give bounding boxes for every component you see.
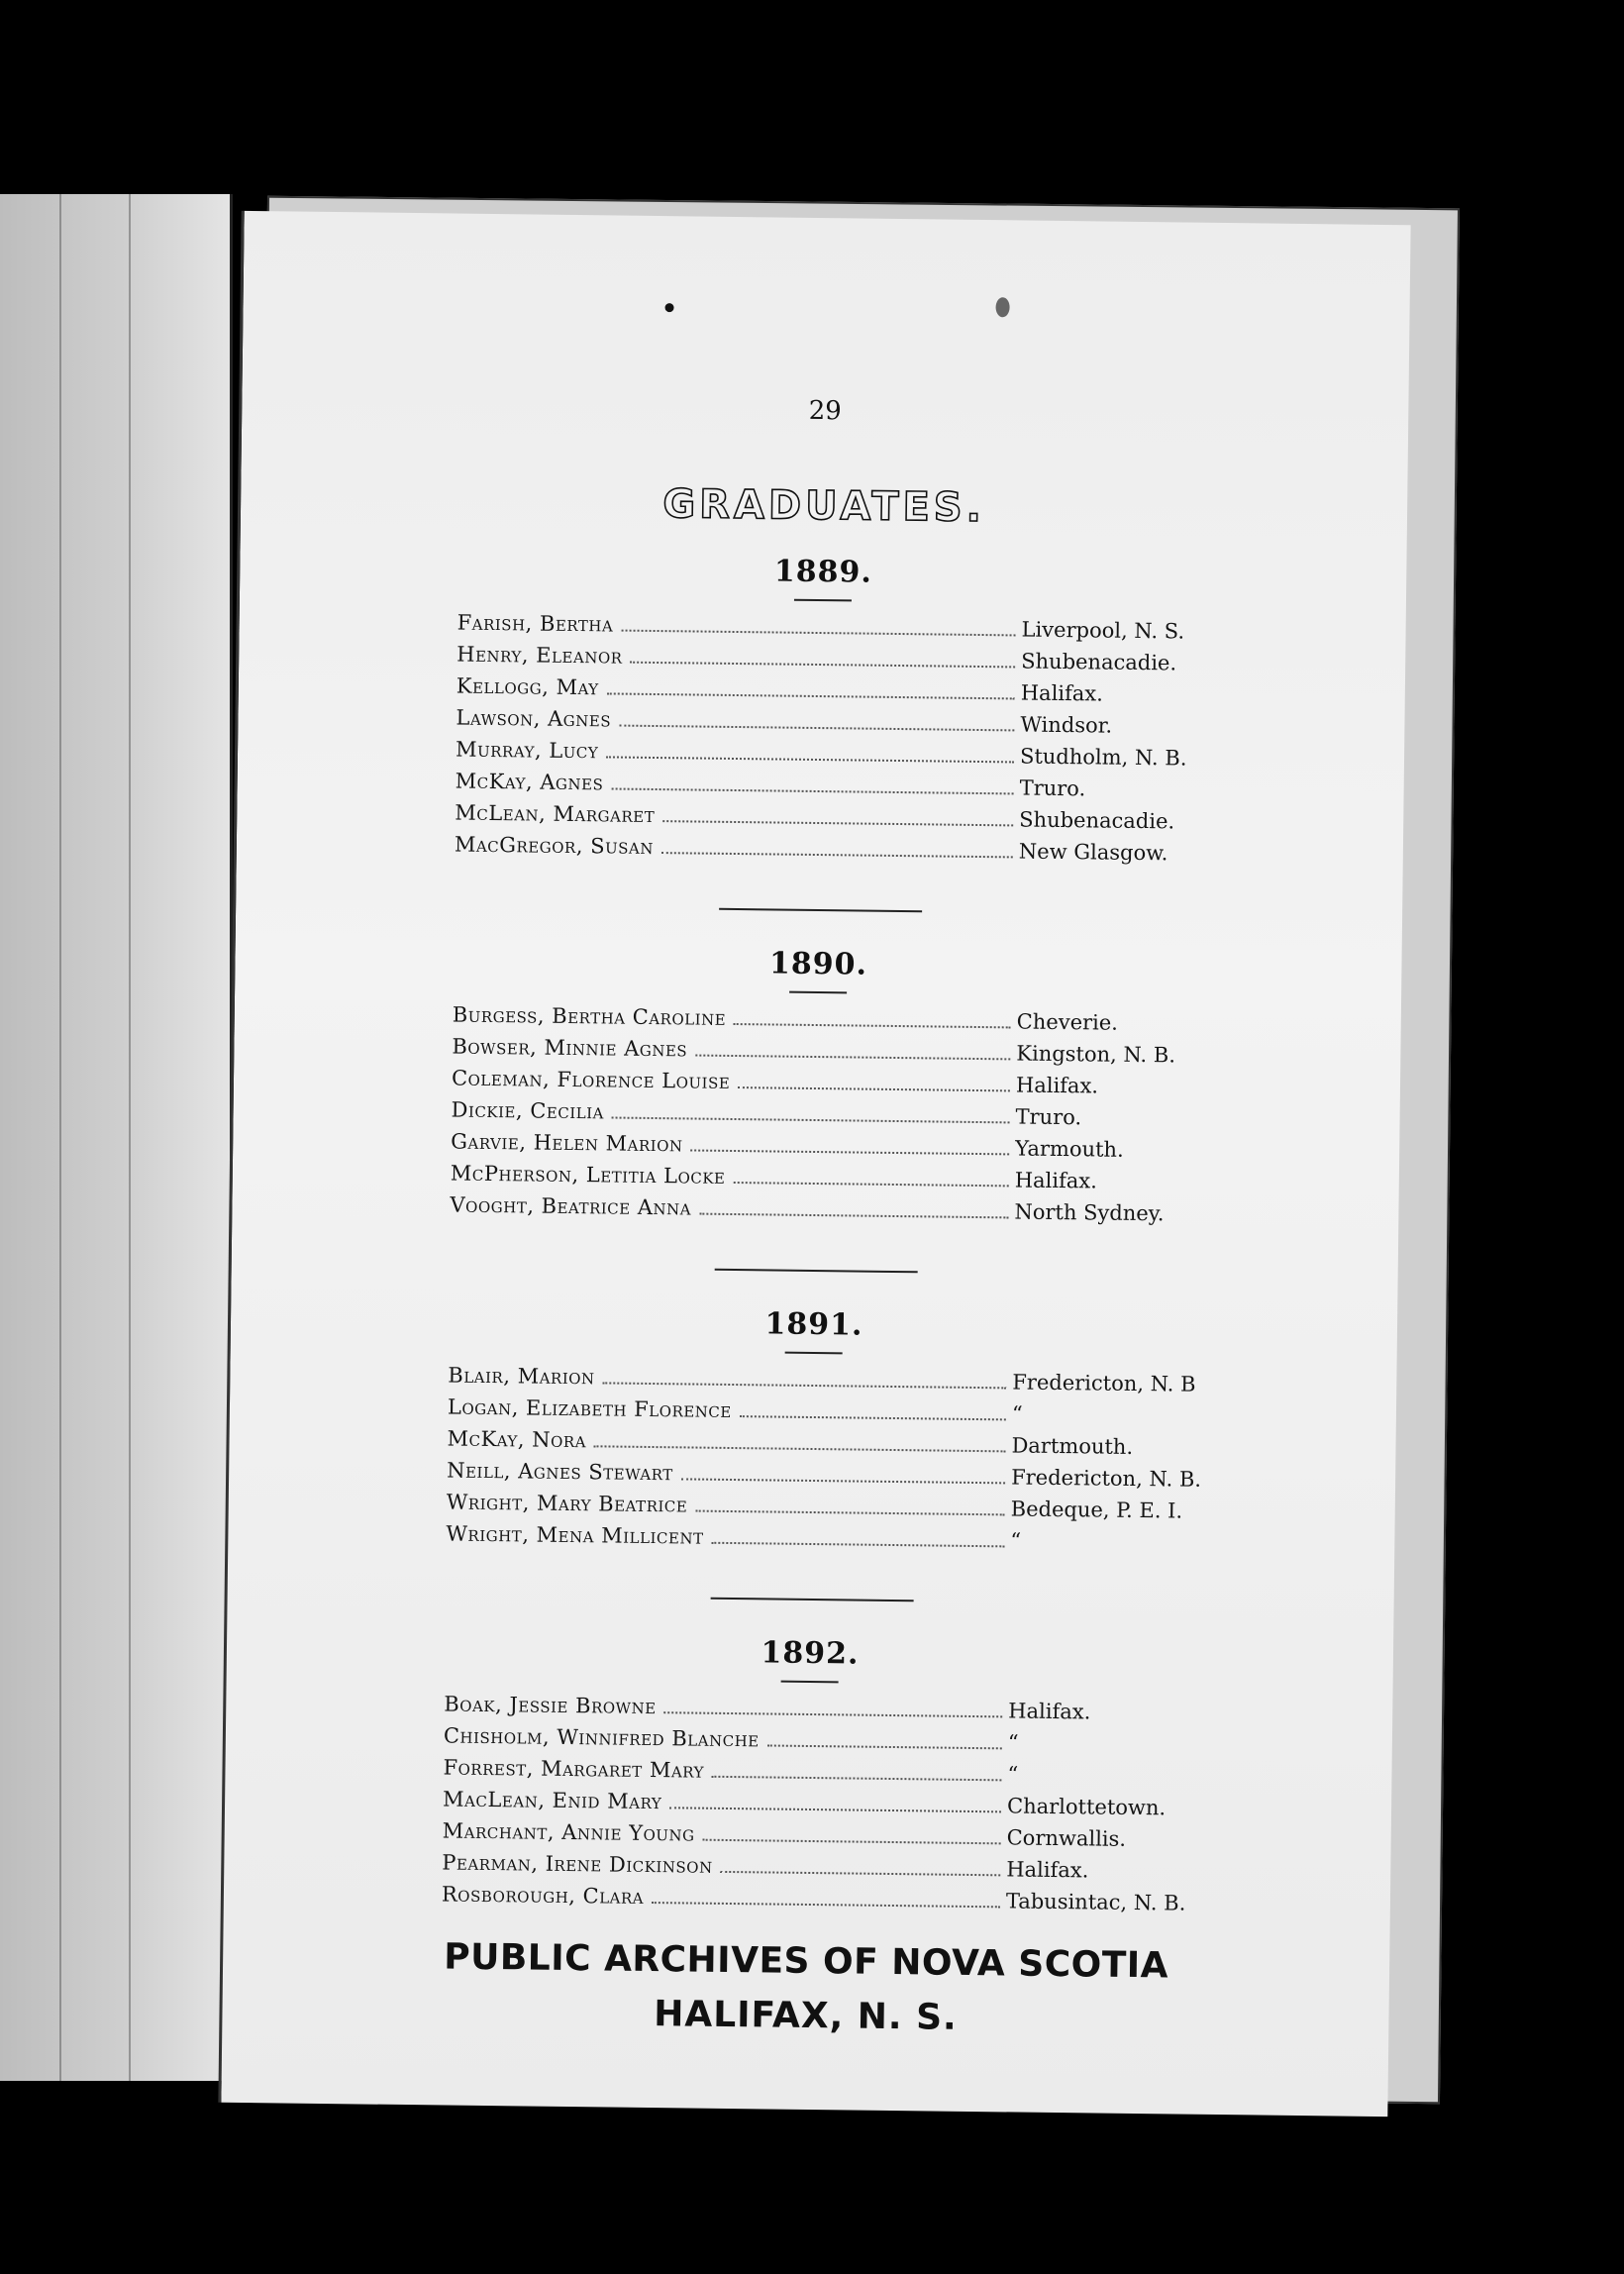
graduate-hometown: Fredericton, N. B. <box>1011 1465 1202 1492</box>
dot-leader <box>721 1871 1001 1876</box>
dot-leader <box>691 1149 1010 1155</box>
graduate-hometown: Halifax. <box>1014 1168 1098 1193</box>
graduate-hometown: “ <box>1010 1528 1022 1553</box>
dot-leader <box>767 1744 1002 1749</box>
graduate-name: Blair, Marion <box>448 1363 595 1390</box>
graduate-hometown: North Sydney. <box>1014 1199 1165 1226</box>
dot-leader <box>669 1807 1001 1812</box>
graduate-hometown: Liverpool, N. S. <box>1021 617 1185 644</box>
dot-leader <box>611 787 1013 794</box>
graduate-name: Bowser, Minnie Agnes <box>452 1034 688 1062</box>
graduate-hometown: Halifax. <box>1006 1857 1089 1883</box>
graduate-name: Wright, Mena Millicent <box>446 1521 704 1549</box>
graduate-name: Forrest, Margaret Mary <box>443 1755 705 1783</box>
graduate-hometown: Halifax. <box>1008 1699 1091 1724</box>
dot-leader <box>703 1839 1001 1845</box>
dot-leader <box>734 1023 1011 1028</box>
page-title: GRADUATES. <box>662 481 986 532</box>
graduate-hometown: Tabusintac, N. B. <box>1005 1889 1186 1915</box>
graduate-name: Logan, Elizabeth Florence <box>447 1395 732 1422</box>
year-heading: 1892. <box>761 1635 860 1672</box>
dot-leader <box>711 1542 1004 1548</box>
graduate-name: McPherson, Letitia Locke <box>450 1161 726 1189</box>
dot-leader <box>664 1711 1003 1717</box>
dot-leader <box>619 725 1014 732</box>
graduate-name: Vooght, Beatrice Anna <box>450 1192 692 1220</box>
graduate-name: Burgess, Bertha Caroline <box>452 1002 727 1030</box>
graduate-name: Marchant, Annie Young <box>442 1818 695 1846</box>
graduate-name: Chisholm, Winnifred Blanche <box>443 1723 760 1752</box>
graduate-hometown: Windsor. <box>1020 712 1113 738</box>
graduate-list <box>232 1000 1401 1236</box>
year-heading: 1890. <box>768 946 868 982</box>
graduate-hometown: Studholm, N. B. <box>1019 744 1187 771</box>
graduate-hometown: Kingston, N. B. <box>1016 1041 1176 1068</box>
graduate-hometown: Bedeque, P. E. I. <box>1010 1497 1183 1523</box>
page-number: 29 <box>808 395 843 427</box>
graduate-name: Farish, Bertha <box>457 610 614 637</box>
dot-leader <box>712 1776 1002 1782</box>
graduate-name: Boak, Jessie Browne <box>444 1692 657 1719</box>
graduate-name: Henry, Eleanor <box>457 642 623 669</box>
graduate-name: Rosborough, Clara <box>441 1882 645 1909</box>
graduate-name: MacGregor, Susan <box>454 832 655 859</box>
graduate-hometown: Cheverie. <box>1016 1009 1119 1035</box>
dot-leader <box>699 1213 1008 1219</box>
year-section-1890 <box>232 940 1401 1236</box>
graduate-name: Pearman, Irene Dickinson <box>442 1850 713 1878</box>
section-divider <box>711 1598 914 1602</box>
graduate-name: Kellogg, May <box>456 673 599 700</box>
graduate-hometown: Fredericton, N. B <box>1012 1370 1196 1396</box>
graduate-hometown: Halifax. <box>1020 680 1104 706</box>
graduate-hometown: Dartmouth. <box>1011 1433 1134 1459</box>
graduate-hometown: Shubenacadie. <box>1019 807 1175 834</box>
ink-speck <box>995 297 1009 317</box>
year-underline <box>781 1681 839 1684</box>
dot-leader <box>662 820 1013 826</box>
graduate-name: Lawson, Agnes <box>456 705 612 732</box>
graduate-hometown: Shubenacadie. <box>1021 649 1177 675</box>
year-section-1891 <box>228 1300 1397 1565</box>
graduate-name: McKay, Nora <box>447 1426 587 1453</box>
section-divider <box>715 1269 918 1274</box>
archive-stamp <box>222 1934 1389 2043</box>
dot-leader <box>603 1382 1007 1389</box>
graduate-name: Garvie, Helen Marion <box>451 1129 683 1157</box>
dot-leader <box>612 1116 1010 1123</box>
graduate-hometown: Truro. <box>1019 775 1086 801</box>
dot-leader <box>621 630 1015 637</box>
year-section-1889 <box>237 548 1407 876</box>
dot-leader <box>594 1445 1006 1452</box>
graduate-name: Coleman, Florence Louise <box>451 1066 731 1093</box>
left-page-edge <box>0 194 233 2081</box>
year-underline <box>789 991 847 994</box>
graduate-name: McKay, Agnes <box>455 769 604 795</box>
ink-speck <box>664 303 673 312</box>
dot-leader <box>652 1902 1000 1908</box>
dot-leader <box>695 1055 1010 1061</box>
graduate-name: McLean, Margaret <box>455 800 656 828</box>
graduate-name: Dickie, Cecilia <box>451 1097 605 1124</box>
year-heading: 1891. <box>764 1306 863 1343</box>
dot-leader <box>740 1415 1006 1420</box>
graduate-name: Wright, Mary Beatrice <box>446 1490 688 1517</box>
graduate-hometown: Cornwallis. <box>1006 1825 1127 1851</box>
year-heading: 1889. <box>773 554 872 590</box>
graduate-list <box>228 1361 1396 1565</box>
graduate-name: MacLean, Enid Mary <box>442 1787 662 1814</box>
dot-leader <box>738 1086 1010 1091</box>
graduate-list <box>237 608 1406 876</box>
dot-leader <box>695 1510 1004 1516</box>
stamp-line-1: PUBLIC ARCHIVES OF NOVA SCOTIA <box>443 1936 1169 1987</box>
graduate-hometown: “ <box>1007 1762 1019 1787</box>
year-underline <box>785 1352 843 1355</box>
graduate-hometown: Truro. <box>1015 1104 1082 1130</box>
dot-leader <box>630 662 1015 669</box>
graduate-name: Neill, Agnes Stewart <box>447 1458 673 1486</box>
dot-leader <box>607 692 1015 699</box>
dot-leader <box>733 1182 1008 1187</box>
graduate-hometown: “ <box>1011 1401 1023 1426</box>
graduate-hometown: Yarmouth. <box>1015 1136 1124 1162</box>
graduate-hometown: “ <box>1007 1730 1019 1755</box>
dot-leader <box>681 1478 1005 1484</box>
graduate-hometown: New Glasgow. <box>1018 839 1168 866</box>
graduate-list <box>224 1690 1393 1925</box>
graduate-hometown: Charlottetown. <box>1006 1794 1167 1820</box>
dot-leader <box>661 852 1013 858</box>
graduate-name: Murray, Lucy <box>455 737 599 764</box>
dot-leader <box>606 756 1014 763</box>
year-section-1892 <box>224 1629 1393 1925</box>
graduate-hometown: Halifax. <box>1015 1073 1099 1098</box>
document-page <box>218 211 1410 2117</box>
section-divider <box>719 908 922 913</box>
stamp-line-2: HALIFAX, N. S. <box>653 1994 959 2038</box>
year-underline <box>794 599 852 602</box>
